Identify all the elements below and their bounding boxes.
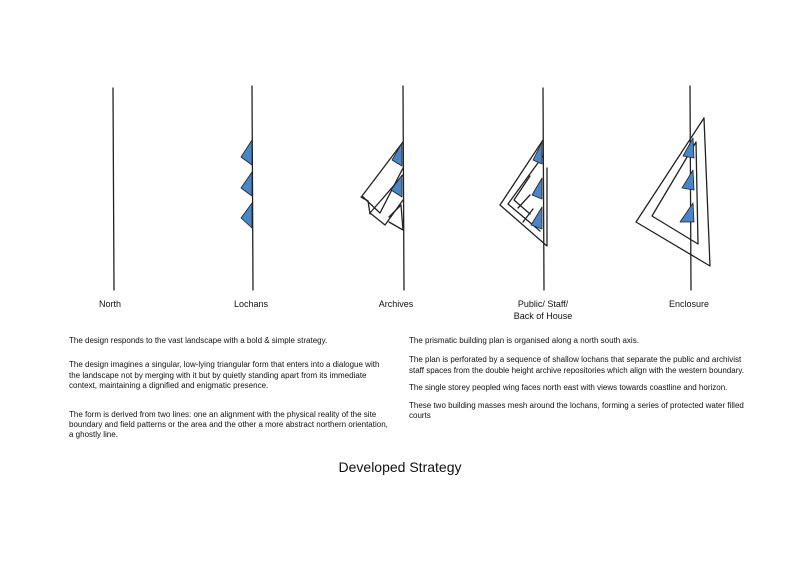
stage-label-archives: Archives xyxy=(378,299,414,309)
paragraph: The design imagines a singular, low-lying triangular form that enters into a dialogue with the landscape not by merging with it but by quietly standing apart from its immediate context, maintaining a dignified and enigmatic presence. xyxy=(69,360,380,391)
stage-public-sketch xyxy=(500,88,547,290)
lochan-water xyxy=(532,178,542,199)
stage-label-lochans: Lochans xyxy=(233,299,269,309)
stage-label-public xyxy=(483,298,603,322)
lochan-water xyxy=(680,203,694,222)
stage-archives-sketch xyxy=(361,86,404,290)
paragraph: These two building masses mesh around the lochans, forming a series of protected water filled courts xyxy=(409,400,744,421)
lochan-water xyxy=(241,140,252,165)
stage-label-public-line2: Back of House xyxy=(513,311,573,321)
description-right xyxy=(409,336,744,428)
stage-label-enclosure: Enclosure xyxy=(668,299,710,309)
lochan-water xyxy=(241,203,252,228)
stage-label-north: North xyxy=(98,299,121,309)
north-line xyxy=(113,88,114,290)
north-line xyxy=(543,88,544,290)
lochan-water xyxy=(241,172,252,196)
page-title: Developed Strategy xyxy=(338,459,462,475)
stage-enclosure-sketch xyxy=(636,86,710,290)
archive-block xyxy=(361,197,370,214)
north-line xyxy=(403,86,404,290)
description-left xyxy=(69,336,389,451)
enclosure-outer xyxy=(636,118,710,266)
paragraph: The form is derived from two lines: one an alignment with the physical reality of the site boundary and field patterns or the area and the other a more abstract northern orientation, a ghostly line. xyxy=(69,409,388,440)
paragraph: The design responds to the vast landscape with a bold & simple strategy. xyxy=(69,336,328,345)
paragraph: The single storey peopled wing faces north east with views towards coastline and horizon. xyxy=(409,383,728,393)
paragraph: The prismatic building plan is organised along a north south axis. xyxy=(409,336,639,345)
wing-divider xyxy=(518,195,533,222)
stage-label-public-line1: Public/ Staff/ xyxy=(517,299,569,309)
lochan-water xyxy=(682,170,694,190)
inner-wing xyxy=(514,176,530,214)
paragraph: The plan is perforated by a sequence of shallow lochans that separate the public and archivist staff spaces from the double height archive repositories which align with the western boundary. xyxy=(409,355,744,375)
stage-north-sketch xyxy=(113,88,114,290)
stage-lochans-sketch xyxy=(241,86,253,290)
